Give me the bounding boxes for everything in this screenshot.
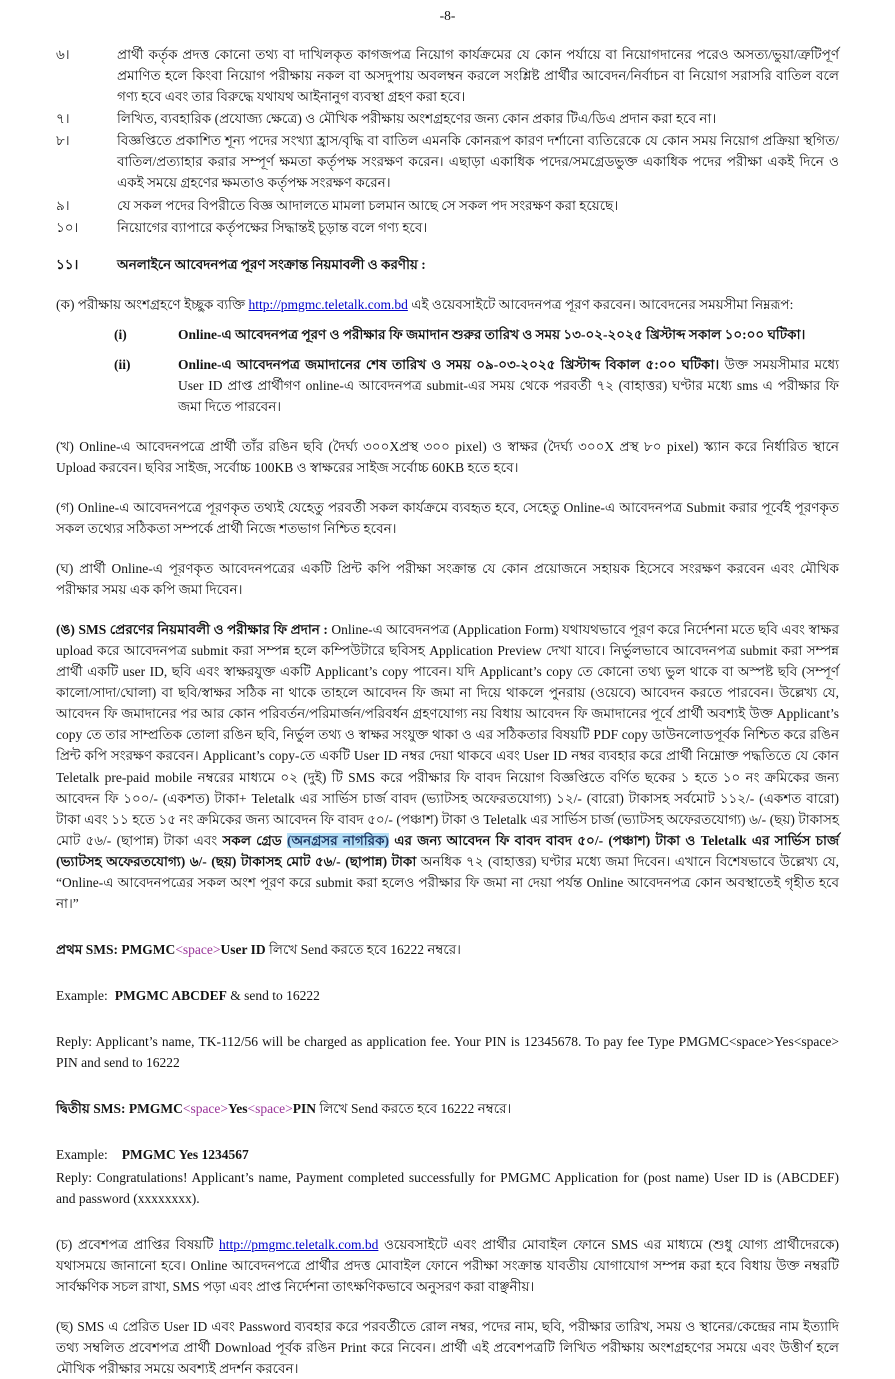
list-item-9 [56,195,839,216]
item-text: যে সকল পদের বিপরীতে বিজ্ঞ আদালতে মামলা চলমান আছে সে সকল পদ সংরক্ষণ করা হয়েছে। [117,197,619,213]
para-ka-text: (ক) পরীক্ষায় অংশগ্রহণে ইচ্ছুক ব্যক্তি [56,296,249,312]
space-tag: <space> [175,941,221,957]
sms2-bold1: দ্বিতীয় SMS: PMGMC [56,1101,183,1117]
item-text: নিয়োগের ব্যাপারে কর্তৃপক্ষের সিদ্ধান্তই চূড়ান্ত বলে গণ্য হবে। [117,219,428,235]
para-cha [56,1234,839,1297]
page-number: -8- [439,8,456,23]
item-number: ৯। [56,197,70,213]
sms1-rest: লিখে Send করতে হবে 16222 নম্বরে। [265,941,462,957]
sms1-bold1: প্রথম SMS: PMGMC [56,941,176,957]
example1-line [56,985,839,1006]
para-ka [56,294,839,315]
para-ka-text-after: এই ওয়েবসাইটে আবেদনপত্র পূরণ করবেন। আবেদনের সময়সীমা নিম্নরূপ: [407,296,794,312]
sms2-line [56,1098,839,1119]
pmgmc-website-link[interactable]: http://pmgmc.teletalk.com.bd [248,296,408,312]
section-11-title: অনলাইনে আবেদনপত্র পূরণ সংক্রান্ত নিয়মাবলী ও করণীয় : [117,256,426,272]
roman-number: (ii) [114,356,131,372]
start-date-text: Online-এ আবেদনপত্র পূরণ ও পরীক্ষার ফি জমাদান শুরুর তারিখ ও সময় ১৩-০২-২০২৫ খ্রিস্টাব্দ সকাল ১০:০০ ঘটিকা। [178,326,806,342]
all-grade-bold: সকল গ্রেড [222,832,287,848]
reply2-line: Reply: Congratulations! Applicant’s name, Payment completed successfully for PMGMC Application for (post name) User ID is (ABCDEF) and password (xxxxxxxx). [56,1170,839,1207]
pmgmc-website-link-2[interactable]: http://pmgmc.teletalk.com.bd [219,1237,379,1253]
item-number: ৭। [56,111,70,127]
end-date-text: Online-এ আবেদনপত্র জমাদানের শেষ তারিখ ও সময় ০৯-০৩-২০২৫ খ্রিস্টাব্দ বিকাল ৫:০০ ঘটিকা। [178,356,720,372]
para-chha: (ছ) SMS এ প্রেরিত User ID এবং Password ব্যবহার করে পরবর্তীতে রোল নম্বর, পদের নাম, ছবি, পরীক্ষার তারিখ, সময় ও স্থানের/কেন্দ্রের নাম ইত্যাদি তথ্য সম্বলিত প্রবেশপত্র প্রার্থী Download পূর্বক রঙিন Print করে নিবেন। প্রার্থী এই প্রবেশপত্রটি লিখিত পরীক্ষায় অংশগ্রহণের সময়ে এবং উত্তীর্ণ হলে মৌখিক পরীক্ষার সময়ে অবশ্যই প্রদর্শন করবেন। [56,1319,839,1377]
example2-command: PMGMC Yes 1234567 [121,1147,249,1163]
item-text: প্রার্থী কর্তৃক প্রদত্ত কোনো তথ্য বা দাখিলকৃত কাগজপত্র নিয়োগ কার্যক্রমের যে কোন পর্যায়ে বা নিয়োগদানের পরেও অসত্য/ভুয়া/ত্রুটিপূর্ণ প্রমাণিত হলে কিংবা নিয়োগ পরীক্ষায় নকল বা অসদুপায় অবলম্বন করলে সংশ্লিষ্ট প্রার্থীর আবেদন/নির্বাচন বা নিয়োগ সরাসরি বাতিল বলে গণ্য হবে এবং তার বিরুদ্ধে যথাযথ আইনানুগ ব্যবস্থা গ্রহণ করা হবে। [117,47,839,105]
item-number: ১১। [56,256,79,272]
space-tag: <space> [182,1101,229,1117]
item-number: ৬। [56,47,70,63]
grade-highlight: (অনগ্রসর নাগরিক) [286,832,390,848]
example1-command: PMGMC ABCDEF [114,987,227,1003]
section-11-heading [56,254,839,275]
space-tag: <space> [247,1101,293,1117]
list-item-6 [56,44,839,107]
example1-rest: & send to 16222 [226,987,320,1003]
para-cha-text: (চ) প্রবেশপত্র প্রাপ্তির বিষয়টি [56,1237,220,1253]
roman-item-ii [114,354,839,417]
sms2-bold3: PIN [292,1101,317,1117]
list-item-7 [56,108,839,129]
para-cha-text-after: ওয়েবসাইটে এবং প্রার্থীর মোবাইল ফোনে SMS এর মাধ্যমে (শুধু যোগ্য প্রার্থীদেরকে) যথাসময়ে জানানো হবে। Online আবেদনপত্রে প্রার্থীর প্রদত্ত মোবাইল ফোনে পরীক্ষা সংক্রান্ত যাবতীয় যোগাযোগ সম্পন্ন করা হবে বিধায় উক্ত নম্বরটি সার্বক্ষণিক সচল রাখা, SMS পড়া এবং প্রাপ্ত নির্দেশনা তাৎক্ষণিকভাবে অনুসরণ করা বাঞ্ছনীয়। [56,1237,840,1295]
item-text: লিখিত, ব্যবহারিক (প্রযোজ্য ক্ষেত্রে) ও মৌখিক পরীক্ষায় অংশগ্রহণের জন্য কোন প্রকার টিএ/ডিএ প্রদান করা হবে না। [117,111,717,127]
example-label: Example: [56,1147,108,1163]
roman-item-i [114,324,839,345]
para-ngo [56,619,839,914]
sms2-rest: লিখে Send করতে হবে 16222 নম্বরে। [316,1101,512,1117]
reply1-line: Reply: Applicant’s name, TK-112/56 will be charged as application fee. Your PIN is 12345678. To pay fee Type PMGMC<space>Yes<space> PIN and send to 16222 [56,1033,839,1070]
para-ngo-body1: Online-এ আবেদনপত্র (Application Form) যথাযথভাবে পূরণ করে নির্দেশনা মতে ছবি এবং স্বাক্ষর upload করে আবেদনপত্র submit করা সম্পন্ন হলে কম্পিউটারে ছবিসহ Application Preview দেখা যাবে। নির্ভুলভাবে আবেদনপত্র submit করা সম্পন্ন প্রার্থী একটি user ID, ছবি এবং স্বাক্ষরযুক্ত একটি Applicant’s copy পাবেন। যদি Applicant’s copy তে কোনো তথ্য ভুল থাকে বা অস্পষ্ট ছবি (সম্পূর্ণ কালো/সাদা/ঘোলা) বা ছবি/স্বাক্ষর সঠিক না থাকে তাহলে আবেদন ফি জমা না দিয়ে থাকলে পুনরায় (ওয়েবে) আবেদন করতে পারবেন। উল্লেখ্য যে, আবেদন ফি জমাদানের পর আর কোন পরিবর্তন/পরিমার্জন/পরিবর্ধন গ্রহণযোগ্য নয় বিধায় আবেদন ফি জমাদানের পূর্বে প্রার্থী অবশ্যই উক্ত Applicant’s copy তে তার সাম্প্রতিক তোলা রঙিন ছবি, নির্ভুল তথ্য ও স্বাক্ষর সংযুক্ত থাকা ও এর সঠিকতার বিষয়টি PDF copy ডাউনলোডপূর্বক নিশ্চিত করে রঙিন প্রিন্ট কপি সংরক্ষণ করবেন। Applicant’s copy-তে একটি User ID নম্বর দেয়া থাকবে এবং User ID নম্বর ব্যবহার করে প্রার্থী নিম্নোক্ত পদ্ধতিতে যে কোন Teletalk pre-paid mobile নম্বরের মাধ্যমে ০২ (দুই) টি SMS করে পরীক্ষার ফি বাবদ নিয়োগ বিজ্ঞপ্তিতে বর্ণিত ছকের ১ হতে ১০ নং ক্রমিকের জন্য আবেদন ফি ১০০/- (একশত) টাকা+ Teletalk এর সার্ভিস চার্জ বাবদ (ভ্যাটসহ অফেরতযোগ্য) ১২/- (বারো) টাকাসহ সর্বমোট ১১২/- (একশত বারো) টাকা এবং ১১ হতে ১৫ নং ক্রমিকের জন্য আবেদন ফি বাবদ ৫০/- (পঞ্চাশ) টাকা ও Teletalk এর সার্ভিস চার্জ (ভ্যাটসহ অফেরতযোগ্য) ৬/- (ছয়) টাকাসহ মোট ৫৬/- (ছাপান্ন) টাকা এবং [56,622,839,848]
list-item-8 [56,130,839,193]
example-label: Example: [56,987,108,1003]
list-item-10 [56,217,839,238]
item-number: ১০। [56,219,79,235]
roman-item-rest: উক্ত সময়সীমার মধ্যে User ID প্রাপ্ত প্রার্থীগণ online-এ আবেদনপত্র submit-এর সময় থেকে পরবর্তী ৭২ (বাহাত্তর) ঘণ্টার মধ্যে sms এ পরীক্ষার ফি জমা দিতে পারবেন। [178,356,839,414]
para-kha: (খ) Online-এ আবেদনপত্রে প্রার্থী তাঁর রঙিন ছবি (দৈর্ঘ্য ৩০০Xপ্রস্থ ৩০০ pixel) ও স্বাক্ষর (দৈর্ঘ্য ৩০০X প্রস্থ ৮০ pixel) স্ক্যান করে নির্ধারিত স্থানে Upload করবেন। ছবির সাইজ, সর্বোচ্চ 100KB ও স্বাক্ষরের সাইজ সর্বোচ্চ 60KB হতে হবে। [56,438,839,475]
sms1-bold2: User ID [220,941,266,957]
para-gha: (ঘ) প্রার্থী Online-এ পূরণকৃত আবেদনপত্রের একটি প্রিন্ট কপি পরীক্ষা সংক্রান্ত যে কোন প্রয়োজনে সহায়ক হিসেবে সংরক্ষণ করবেন এবং মৌখিক পরীক্ষার সময় এক কপি জমা দিবেন। [56,561,839,598]
numbered-list [56,44,839,237]
para-ga: (গ) Online-এ আবেদনপত্রে পূরণকৃত তথ্যই যেহেতু পরবর্তী সকল কার্যক্রমে ব্যবহৃত হবে, সেহেতু Online-এ আবেদনপত্র Submit করার পূর্বেই পূরণকৃত সকল তথ্যের সঠিকতা সম্পর্কে প্রার্থী নিজে শতভাগ নিশ্চিত হবেন। [56,499,839,537]
fee-bold: এর জন্য আবেদন ফি বাবদ বাবদ ৫০/- (পঞ্চাশ) টাকা ও Teletalk এর সার্ভিস চার্জ (ভ্যাটসহ অফেরতযোগ্য) ৬/- (ছয়) টাকাসহ মোট ৫৬/- (ছাপান্ন) টাকা [56,832,840,869]
example2-line [56,1144,839,1165]
sms1-line [56,939,839,960]
para-ngo-title: (ঙ) SMS প্রেরণের নিয়মাবলী ও পরীক্ষার ফি প্রদান : [56,622,328,638]
roman-item-text [178,354,839,417]
sms2-bold2: Yes [228,1101,248,1117]
item-number: ৮। [56,133,70,149]
roman-item-text [178,324,839,345]
item-text: বিজ্ঞপ্তিতে প্রকাশিত শূন্য পদের সংখ্যা হ্রাস/বৃদ্ধি বা বাতিল এমনকি কোনরূপ কারণ দর্শানো ব্যতিরেকে যে কোন সময় নিয়োগ প্রক্রিয়া স্থগিত/বাতিল/প্রত্যাহার করার সম্পূর্ণ ক্ষমতা কর্তৃপক্ষ সংরক্ষণ করেন। এছাড়া একাধিক পদের/সমগ্রেডভুক্ত একাধিক পদের পরীক্ষা একই দিনে ও একই সময়ে গ্রহণের ক্ষমতাও কর্তৃপক্ষ সংরক্ষণ করেন। [117,133,839,191]
roman-number: (i) [114,326,127,342]
para-ngo-body2: অনধিক ৭২ (বাহাত্তর) ঘণ্টার মধ্যে জমা দিবেন। এখানে বিশেষভাবে উল্লেখ্য যে, “Online-এ আবেদনপত্রের সকল অংশ পূরণ করে submit করা হলেও পরীক্ষার ফি জমা না দেয়া পর্যন্ত Online আবেদনপত্র কোন অবস্থাতেই গৃহীত হবে না।” [56,853,839,911]
